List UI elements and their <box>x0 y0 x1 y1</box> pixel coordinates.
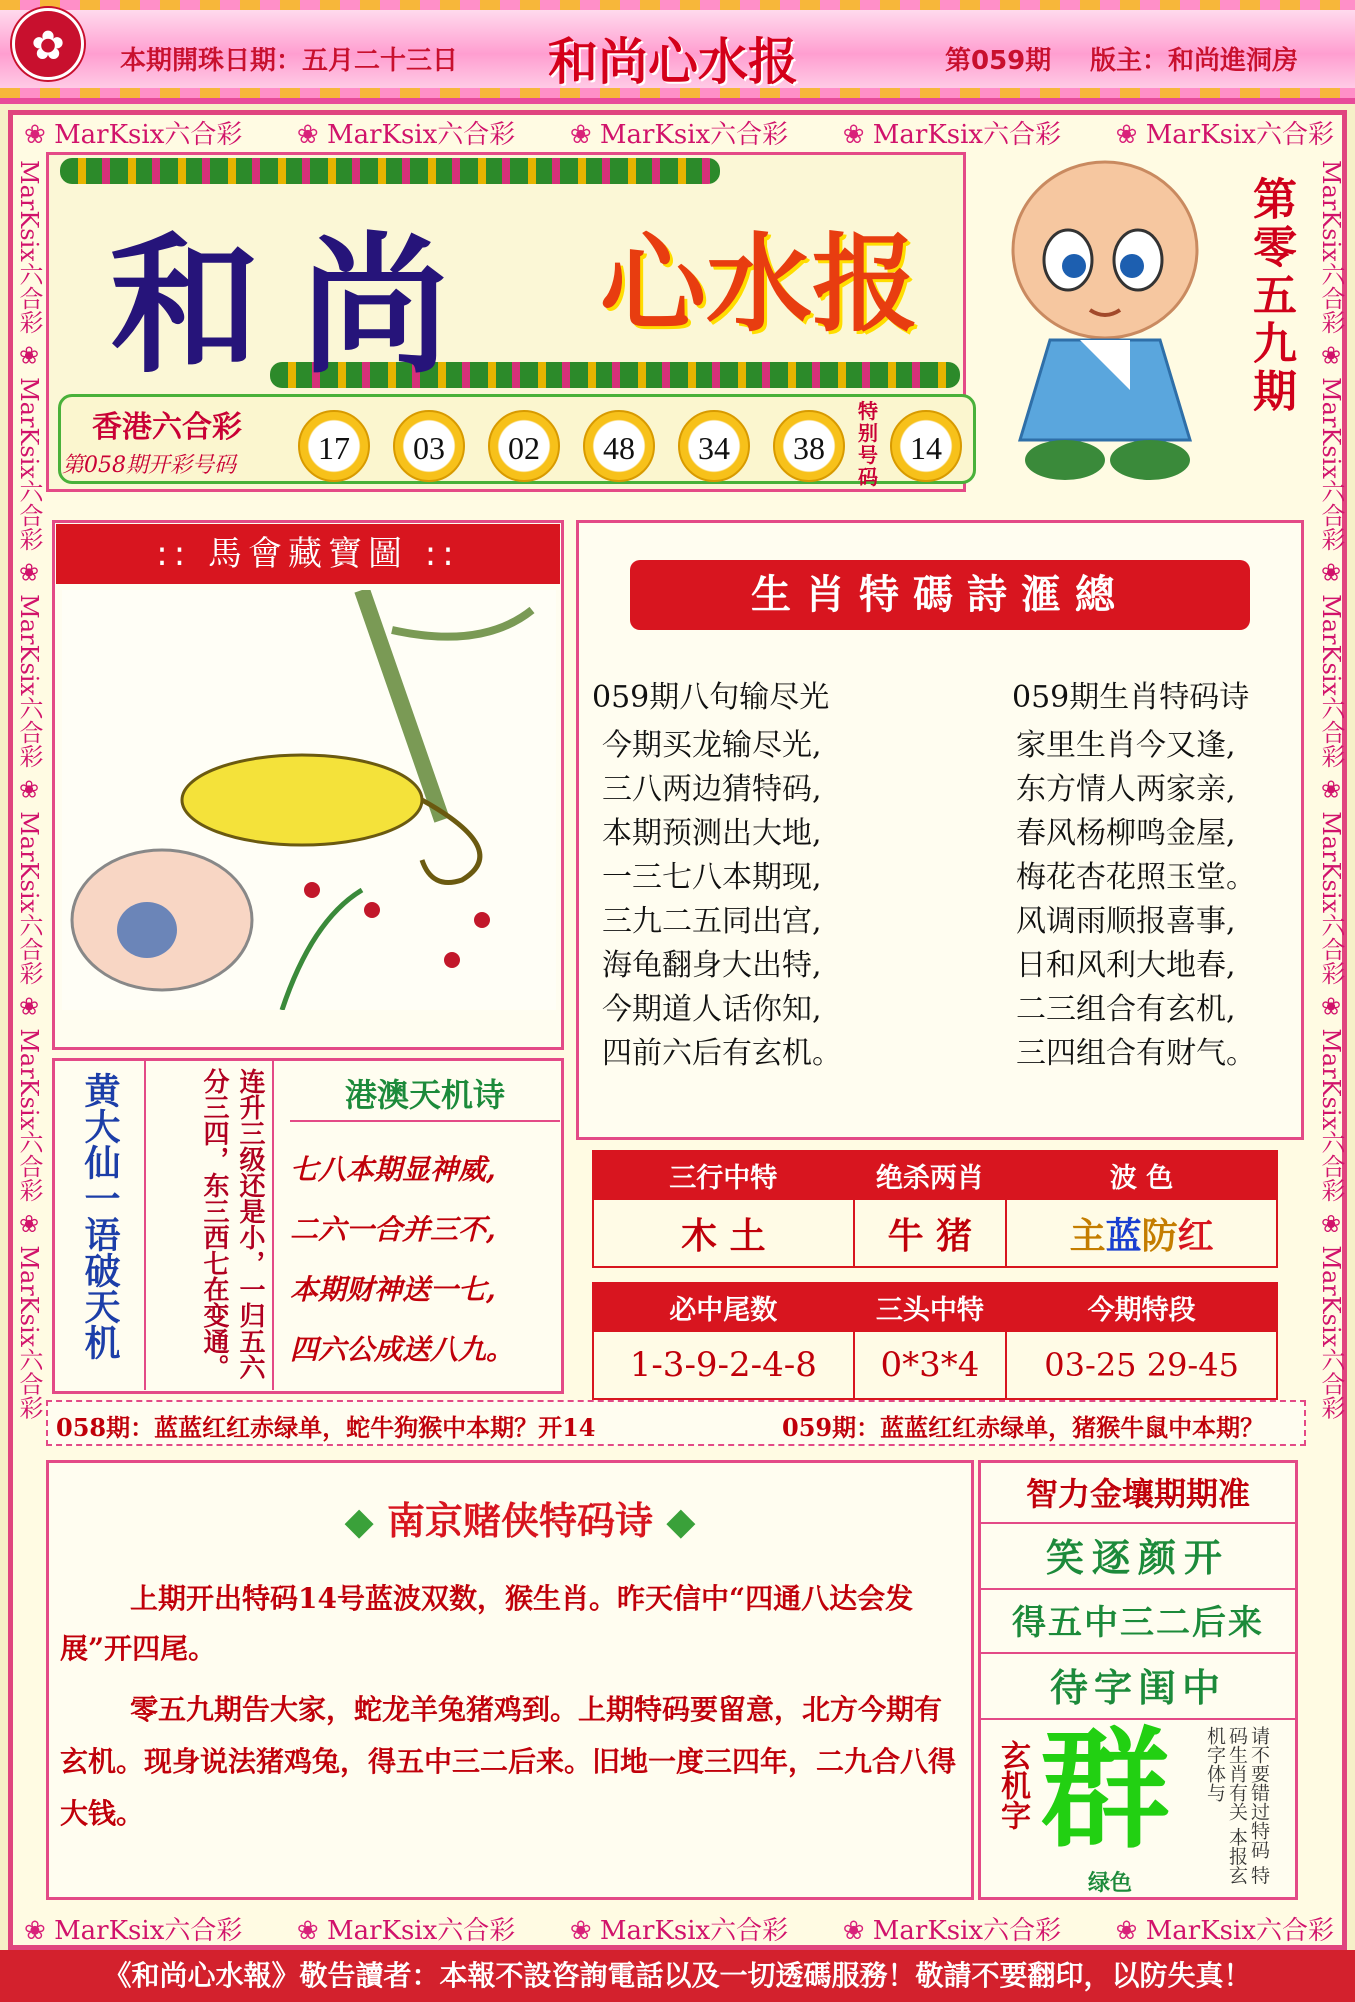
gangao-poem <box>290 1140 514 1380</box>
wave-color-cell <box>1006 1199 1277 1267</box>
poem-line: 三八两边猜特码, <box>602 772 822 807</box>
result-ball: 17 <box>298 410 370 482</box>
gangao-line: 四六公成送八九。 <box>290 1333 515 1366</box>
result-label: 香港六合彩 <box>92 410 242 445</box>
issue-number: 第059期 <box>945 46 1052 76</box>
watermark-row-bottom <box>24 1910 1334 1950</box>
watermark: ❀ MarKsix六合彩 <box>296 1916 516 1946</box>
table-header: 绝杀两肖 <box>854 1151 1007 1199</box>
zodiac-poems-title: 生肖特碼詩滙總 <box>630 560 1250 630</box>
right-row-1: 智力金壤期期准 <box>980 1464 1296 1524</box>
ticker-left: 058期：蓝蓝红红赤绿单，蛇牛狗猴中本期？开14 <box>56 1413 596 1442</box>
watermark: ❀ MarKsix六合彩 <box>296 120 516 150</box>
poem-right-title: 059期生肖特码诗 <box>1012 680 1250 715</box>
watermark: ❀ MarKsix六合彩 <box>569 120 789 150</box>
poem-line: 三九二五同出宫, <box>602 904 822 939</box>
daxian-title: 黄大仙一语破天机 <box>79 1072 121 1360</box>
result-sublabel: 第058期开彩号码 <box>62 453 236 478</box>
watermark: ❀ MarKsix六合彩 <box>1115 120 1334 150</box>
table-header: 三头中特 <box>854 1283 1007 1331</box>
special-ball: 14 <box>890 410 962 482</box>
header-title: 和尚心水报 <box>548 33 798 91</box>
table-cell: 0*3*4 <box>854 1331 1007 1399</box>
gangao-title: 港澳天机诗 <box>290 1068 560 1122</box>
right-row-2: 笑逐颜开 <box>980 1526 1296 1590</box>
poem-line: 二三组合有玄机, <box>1016 992 1236 1027</box>
poem-line: 今期道人话你知, <box>602 992 822 1027</box>
poem-line: 家里生肖今又逢, <box>1016 728 1236 763</box>
ticker-right: 059期：蓝蓝红红赤绿单，猪猴牛鼠中本期？ <box>782 1413 1265 1442</box>
wave-guard: 红 <box>1177 1214 1214 1257</box>
xuanji-char-note: 绿色 <box>1088 1870 1133 1896</box>
flower-vine-top <box>60 158 720 184</box>
result-ball: 03 <box>393 410 465 482</box>
watermark: ❀ MarKsix六合彩 <box>842 1916 1062 1946</box>
watermark-column-left: MarKsix六合彩 ❀ MarKsix六合彩 ❀ MarKsix六合彩 ❀ MarKsix六合彩 ❀ MarKsix六合彩 ❀ MarKsix六合彩 <box>15 160 43 1420</box>
info-table <box>592 1150 1278 1400</box>
right-row-4: 待字闺中 <box>980 1656 1296 1720</box>
poem-line: 海龟翻身大出特, <box>602 948 822 983</box>
wave-main: 蓝 <box>1105 1214 1142 1257</box>
footer-notice: 《和尚心水報》敬告讀者：本報不設咨詢電話以及一切透碼服務！敬請不要翻印，以防失真！ <box>0 1950 1355 2002</box>
poem-line: 春风杨柳鸣金屋, <box>1016 816 1236 851</box>
wave-guard-label: 防 <box>1141 1214 1178 1257</box>
result-ball: 34 <box>678 410 750 482</box>
poem-left <box>602 724 842 1076</box>
table-header: 必中尾数 <box>593 1283 854 1331</box>
table-cell: 1-3-9-2-4-8 <box>593 1331 854 1399</box>
header-stripe-top <box>0 0 1355 10</box>
header-bar <box>0 0 1355 104</box>
banner-title-heshang: 和尚 <box>110 218 491 394</box>
poem-line: 东方情人两家亲, <box>1016 772 1236 807</box>
poem-line: 梅花杏花照玉堂。 <box>1016 860 1256 895</box>
poem-line: 今期买龙输尽光, <box>602 728 822 763</box>
monk-cartoon-icon <box>990 150 1220 490</box>
watermark: ❀ MarKsix六合彩 <box>1115 1916 1334 1946</box>
table-cell: 牛 猪 <box>854 1199 1007 1267</box>
xuanji-char: 群 <box>1040 1713 1171 1866</box>
draw-date: 本期開珠日期：五月二十三日 <box>120 46 459 76</box>
poem-right <box>1016 724 1256 1076</box>
treasure-image <box>62 590 556 1010</box>
poem-line: 一三七八本期现, <box>602 860 822 895</box>
result-ball: 48 <box>583 410 655 482</box>
daxian-text: 连升三级还是小，一归五六分三四，东三西七在变通。 <box>144 1060 274 1390</box>
table-cell: 03-25 29-45 <box>1006 1331 1277 1399</box>
result-ball: 38 <box>773 410 845 482</box>
poem-line: 三四组合有财气。 <box>1016 1036 1256 1071</box>
table-header: 波 色 <box>1006 1151 1277 1199</box>
diamond-icon: ◆ <box>666 1498 696 1543</box>
treasure-title: :: 馬會藏寶圖 :: <box>56 524 560 584</box>
xuanji-label: 玄机字 <box>995 1740 1030 1830</box>
diamond-icon: ◆ <box>344 1498 374 1543</box>
xuanji-note: 请不要错过特码 特码生肖有关 本报玄机字体与 <box>1204 1726 1270 1885</box>
gangao-line: 七八本期显神威, <box>290 1153 496 1186</box>
poem-left-title: 059期八句输尽光 <box>592 680 830 715</box>
watermark-row-top <box>24 114 1334 154</box>
hk-emblem-icon: ✿ <box>12 8 84 80</box>
period-vertical: 第零五九期 <box>1245 176 1296 416</box>
watermark-column-right: MarKsix六合彩 ❀ MarKsix六合彩 ❀ MarKsix六合彩 ❀ MarKsix六合彩 ❀ MarKsix六合彩 ❀ MarKsix六合彩 <box>1317 160 1345 1420</box>
result-ball: 02 <box>488 410 560 482</box>
wave-main-label: 主 <box>1069 1214 1106 1257</box>
banner-title-xinshui: 心水报 <box>600 223 918 346</box>
right-row-3: 得五中三二后来 <box>980 1592 1296 1654</box>
table-header: 三行中特 <box>593 1151 854 1199</box>
special-label: 特别号码 <box>858 399 878 489</box>
gangao-line: 二六一合并三不, <box>290 1213 496 1246</box>
poem-line: 日和风利大地春, <box>1016 948 1236 983</box>
editor-label: 版主：和尚進洞房 <box>1090 46 1299 76</box>
watermark: ❀ MarKsix六合彩 <box>24 1916 243 1946</box>
dujing-title: ◆ 南京赌侠特码诗 ◆ <box>344 1498 696 1543</box>
dujing-paragraph-2: 零五九期告大家，蛇龙羊兔猪鸡到。上期特码要留意，北方今期有玄机。现身说法猪鸡兔，得五中三二后来。旧地一度三四年，二九合八得大钱。 <box>60 1693 957 1830</box>
table-cell: 木 土 <box>593 1199 854 1267</box>
poem-line: 四前六后有玄机。 <box>602 1036 842 1071</box>
watermark: ❀ MarKsix六合彩 <box>569 1916 789 1946</box>
poem-line: 本期预测出大地, <box>602 816 822 851</box>
watermark: ❀ MarKsix六合彩 <box>24 120 243 150</box>
gangao-line: 本期财神送一七, <box>290 1273 496 1306</box>
dujing-paragraph-1: 上期开出特码14号蓝波双数，猴生肖。昨天信中“四通八达会发展”开四尾。 <box>60 1582 914 1665</box>
poem-line: 风调雨顺报喜事, <box>1016 904 1236 939</box>
table-header: 今期特段 <box>1006 1283 1277 1331</box>
watermark: ❀ MarKsix六合彩 <box>842 120 1062 150</box>
